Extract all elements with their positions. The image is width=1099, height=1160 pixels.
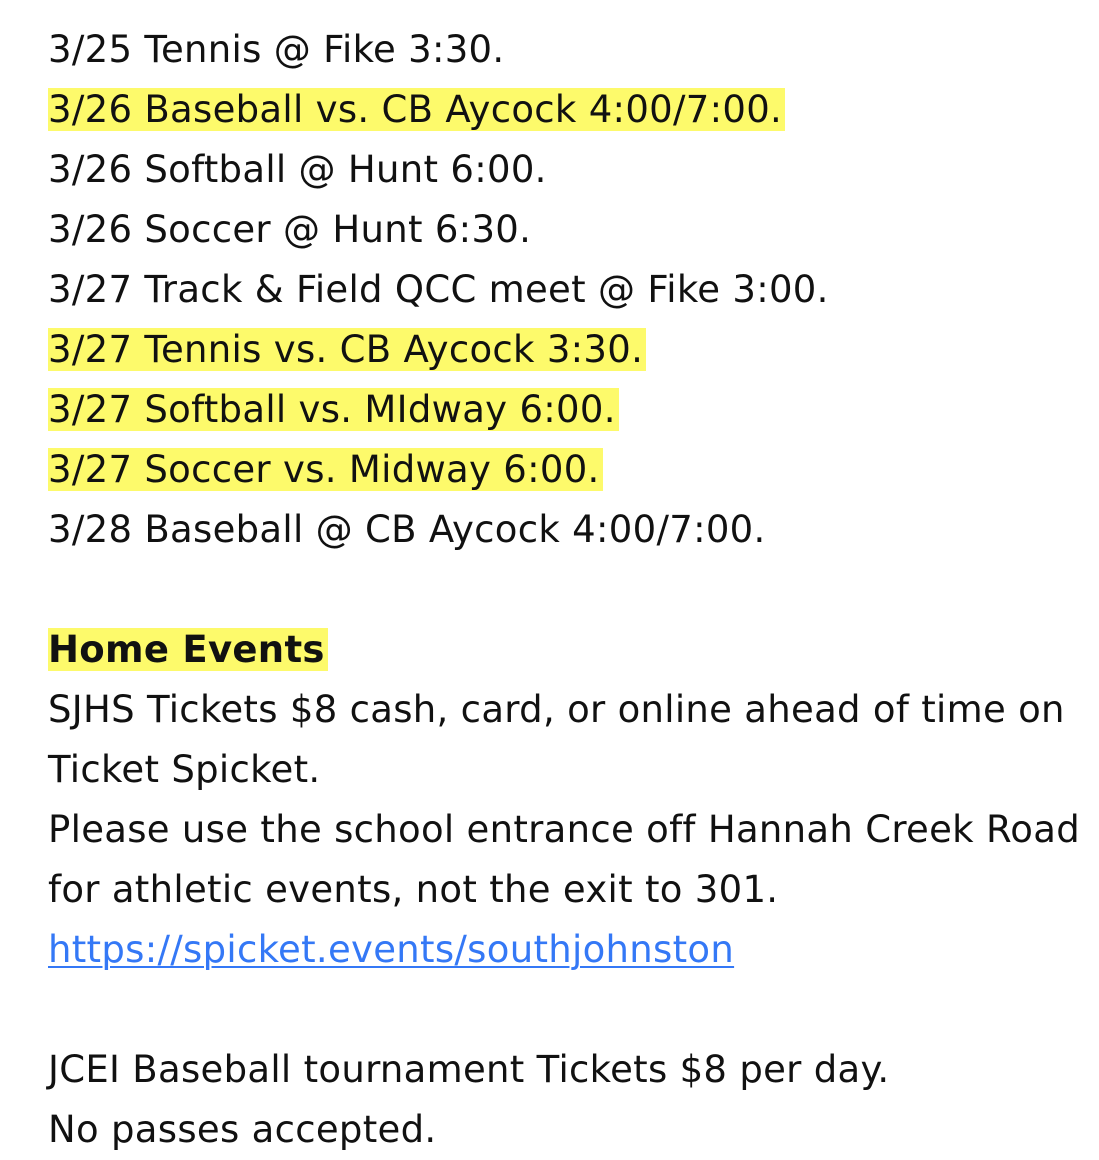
spicket-link[interactable]: https://spicket.events/southjohnston — [48, 928, 735, 971]
schedule-line-7 — [48, 380, 1099, 440]
entrance-text: Please use the school entrance off Hannah Creek Road for athletic events, not the exit to 301. — [48, 808, 1080, 911]
spacer — [48, 560, 1099, 620]
tournament-line-1: JCEI Baseball tournament Tickets $8 per day. — [48, 1048, 890, 1091]
schedule-text-highlighted: 3/27 Soccer vs. Midway 6:00. — [48, 448, 603, 491]
schedule-text-highlighted: 3/27 Tennis vs. CB Aycock 3:30. — [48, 328, 646, 371]
home-events-heading: Home Events — [48, 628, 328, 671]
tournament-line-2: No passes accepted. — [48, 1108, 437, 1151]
schedule-text: 3/28 Baseball @ CB Aycock 4:00/7:00. — [48, 508, 766, 551]
schedule-text: 3/26 Soccer @ Hunt 6:30. — [48, 208, 532, 251]
schedule-line-9 — [48, 500, 1099, 560]
tickets-paragraph: SJHS Tickets $8 cash, card, or online ahead of time on Ticket Spicket. — [48, 688, 1065, 791]
schedule-text: 3/25 Tennis @ Fike 3:30. — [48, 28, 505, 71]
schedule-text: 3/27 Track & Field QCC meet @ Fike 3:00. — [48, 268, 829, 311]
schedule-line-3 — [48, 140, 1099, 200]
schedule-line-2 — [48, 80, 1099, 140]
schedule-line-4 — [48, 200, 1099, 260]
schedule-text: 3/26 Softball @ Hunt 6:00. — [48, 148, 547, 191]
schedule-text-highlighted: 3/26 Baseball vs. CB Aycock 4:00/7:00. — [48, 88, 785, 131]
entrance-paragraph — [48, 800, 1093, 980]
schedule-line-6 — [48, 320, 1099, 380]
schedule-line-5 — [48, 260, 1099, 320]
spacer — [48, 980, 1099, 1040]
schedule-line-8 — [48, 440, 1099, 500]
home-events-heading-line — [48, 620, 1099, 680]
schedule-line-1 — [48, 20, 1099, 80]
schedule-text-highlighted: 3/27 Softball vs. MIdway 6:00. — [48, 388, 619, 431]
